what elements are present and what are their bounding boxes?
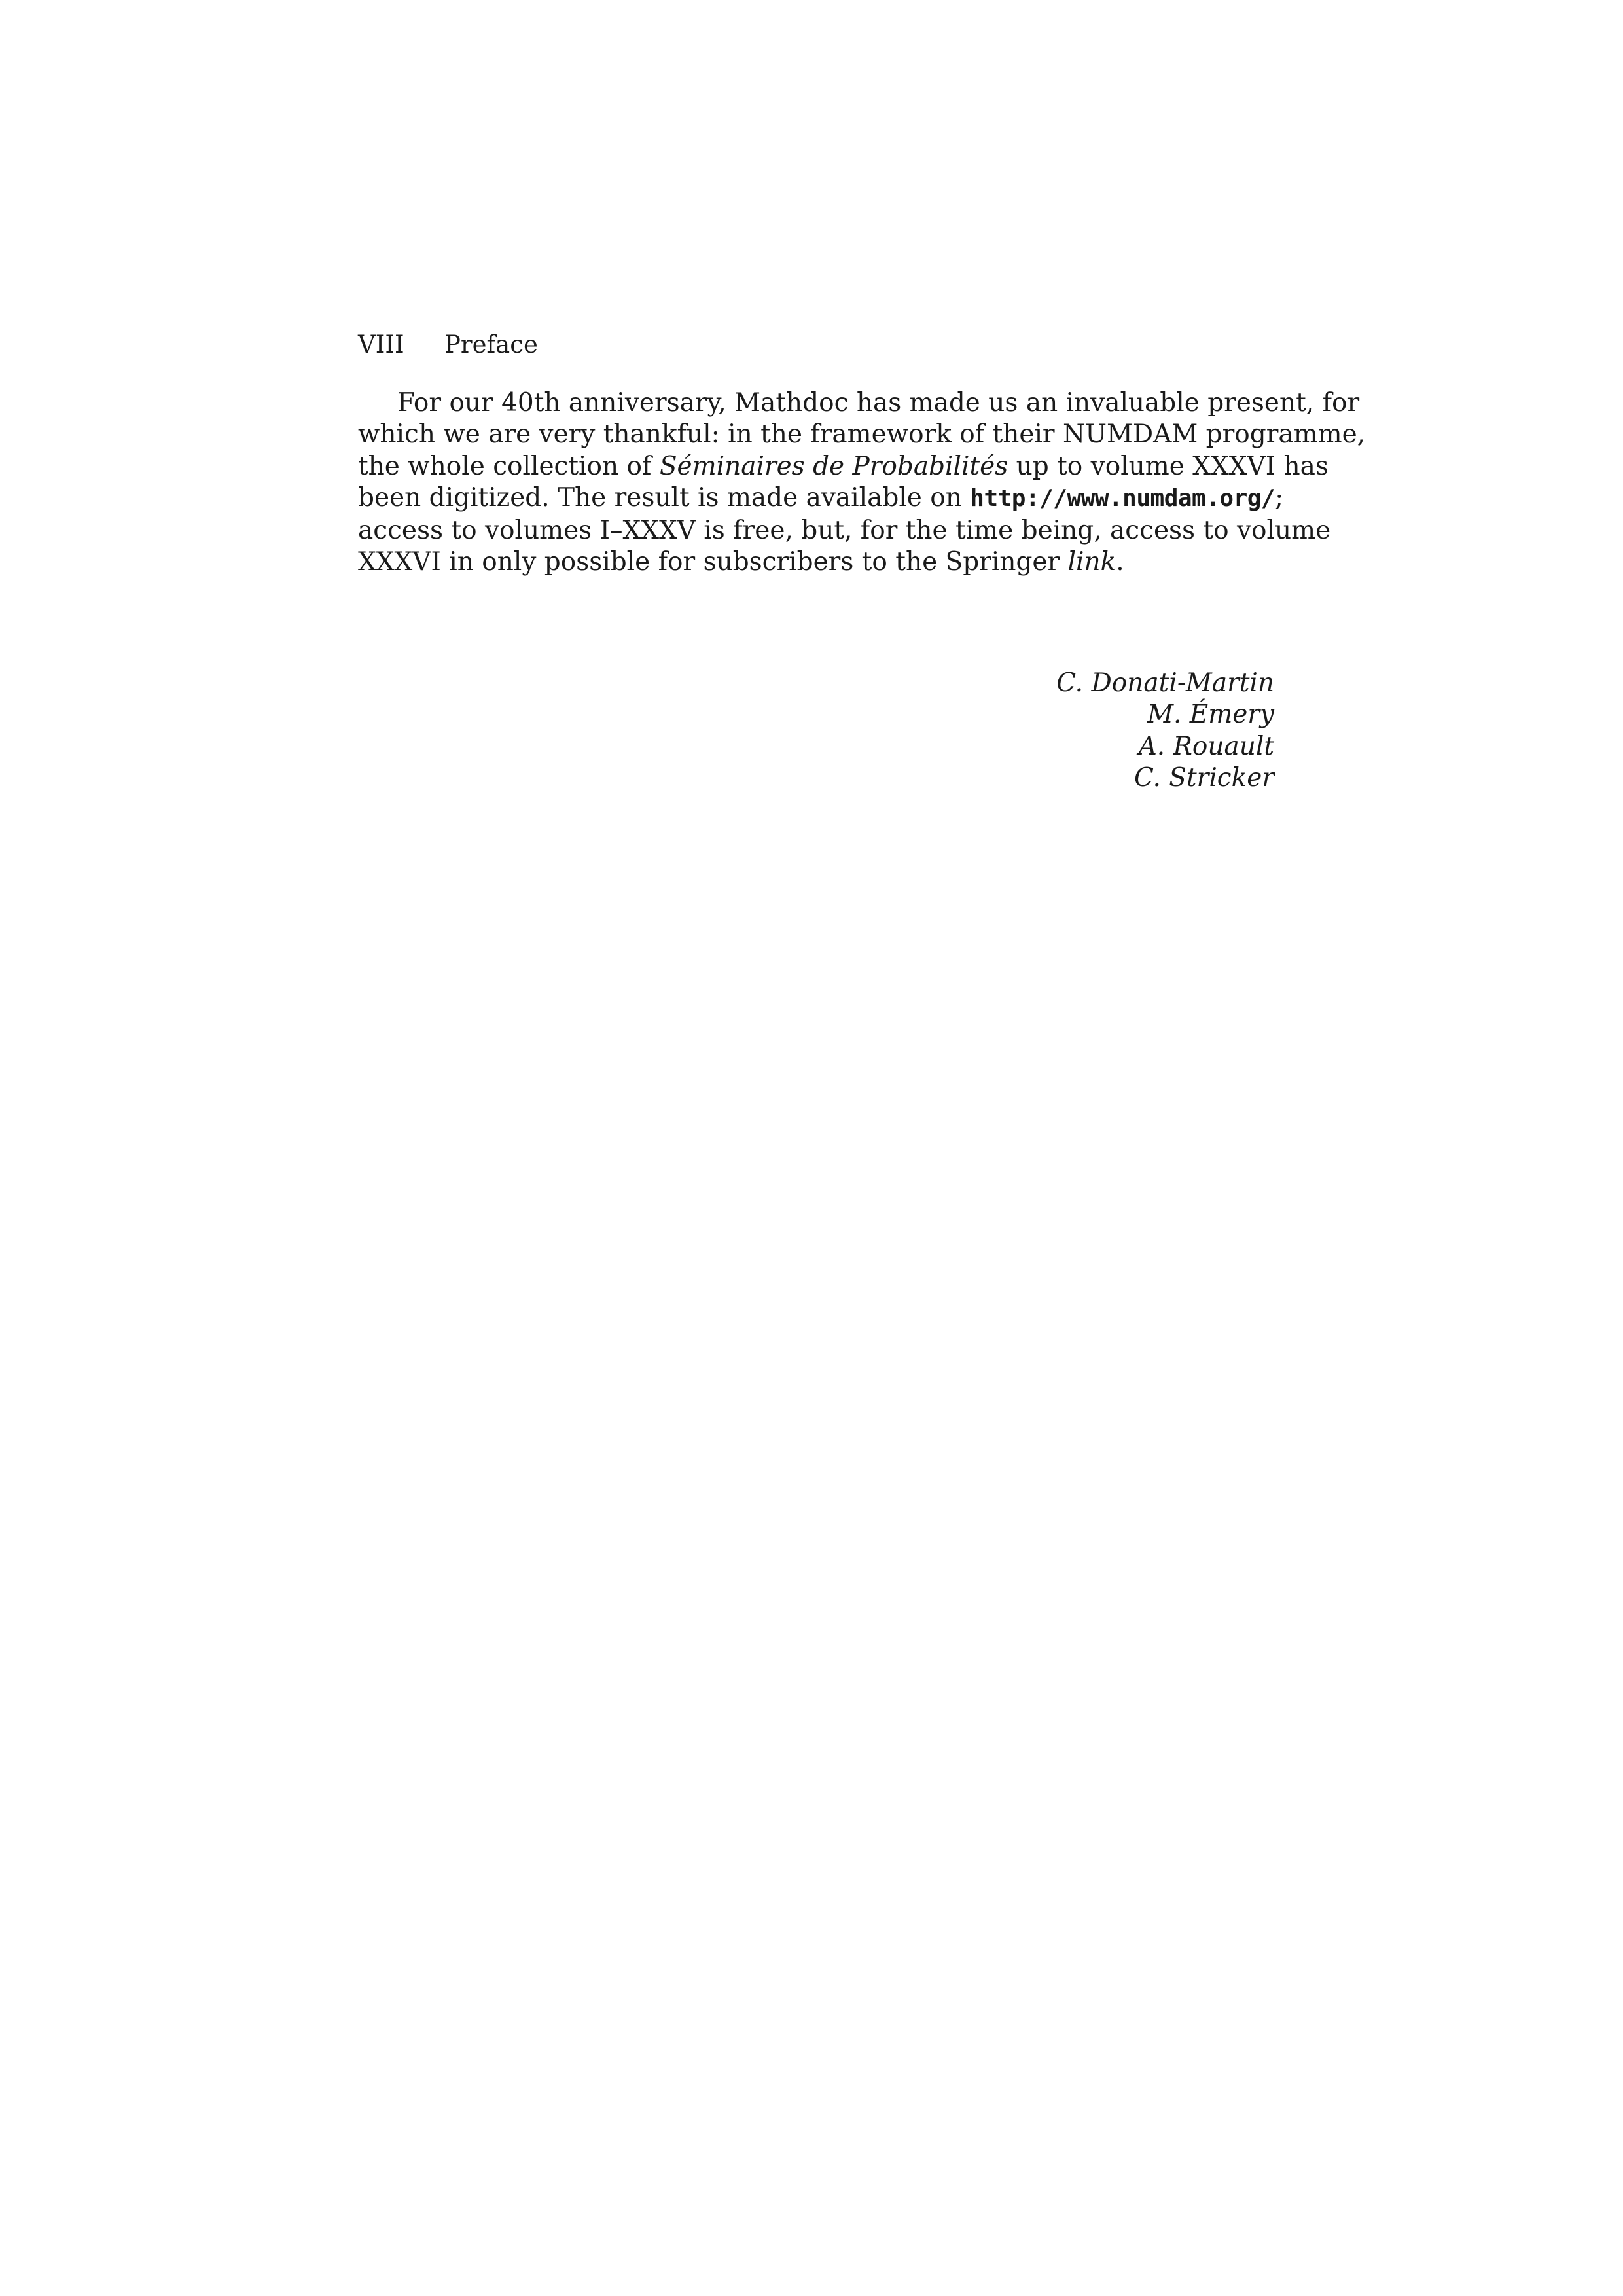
paragraph-line-1: For our 40th anniversary, Mathdoc has made us an invaluable present, for (397, 388, 1360, 418)
preface-paragraph (358, 387, 1366, 578)
springer-link: link (1067, 547, 1116, 577)
signatory: C. Donati-Martin (1056, 668, 1274, 698)
seminaires-title: Séminaires de Probabilités (659, 451, 1008, 481)
line-3-text-after: up to volume XXXVI has (1008, 451, 1329, 481)
paragraph-line-6 (358, 547, 1274, 578)
line-6-text-after: . (1116, 547, 1124, 577)
section-title: Preface (444, 331, 538, 359)
line-6-text-before: XXXVI in only possible for subscribers to the Springer (358, 547, 1068, 577)
signatures (1056, 668, 1274, 795)
running-head (358, 329, 538, 361)
paragraph-line-3 (358, 451, 1329, 482)
paragraph-line-2: which we are very thankful: in the framework of their NUMDAM programme, (358, 420, 1366, 450)
page-number: VIII (358, 331, 404, 359)
line-4-text-after: ; (1275, 483, 1284, 513)
signatory: C. Stricker (1134, 763, 1274, 793)
numdam-url: http://www.numdam.org/ (970, 485, 1275, 512)
signatory: M. Émery (1147, 700, 1274, 730)
line-3-text-before: the whole collection of (358, 451, 660, 481)
paragraph-line-4 (358, 482, 1284, 514)
paragraph-line-5: access to volumes I–XXXV is free, but, for the time being, access to volume (358, 515, 1331, 545)
line-4-text-before: been digitized. The result is made available on (358, 483, 971, 513)
signatory: A. Rouault (1138, 731, 1274, 761)
